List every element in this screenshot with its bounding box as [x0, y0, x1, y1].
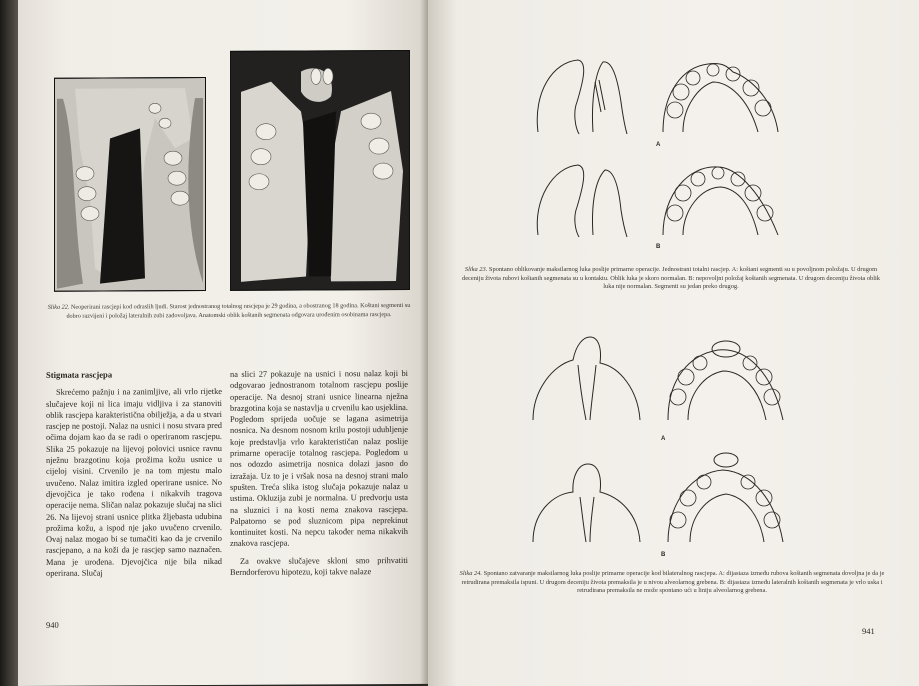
col2-paragraph-1: na slici 27 pokazuje na usnici i nosu nalaz koji bi odgovarao jednostranom totalnom rascjepu poslije operacije. Na desnoj strani usnice linearna nježna brazgotina koja se nastavlja u crvenilu kao usjeklina. Pogledom sprijeda uočuje se lagana asimetrija nosnica. Na desnom nosnom krilu postoji udubljenje koje predstavlja vrlo karakterističan nalaz poslije primarne operacije totalnog rascjepa. Pogledom u nos odozdo asimetrija nosnica dolazi jasno do izražaja. Uz to je i vršak nosa na desnoj strani malo spušten. Treća slika istog slučaja pokazuje nalaz u ustima. Okluzija zubi je normalna. U predvorju usta na sluznici i na kosti nema znakova rascjepa. Palpatorno se pod sluznicom pipa neprekinut kontinuitet kosti. Na nepcu također nema nikakvih znakova rascjepa. — [230, 368, 408, 549]
right-page — [428, 0, 919, 686]
figure-23-label: Slika 23. — [464, 266, 488, 273]
figure-24b-drawing — [528, 452, 788, 547]
figure-24b-label: B — [661, 552, 666, 558]
figure-23a-drawing — [533, 52, 783, 142]
figure-23b-drawing — [533, 155, 783, 245]
figure-23b-label: B — [656, 244, 661, 250]
page-number-left: 940 — [46, 619, 59, 630]
figure-23-caption — [456, 266, 886, 292]
col2-paragraph-2: Za ovakve slučajeve skloni smo prihvatiti Berndorferovu hipotezu, koji takve nalaze — [230, 555, 408, 577]
figure-22-label: Slika 22. — [47, 303, 70, 311]
section-heading: Stigmata rascjepa — [46, 369, 113, 380]
photo-figure-22a — [54, 77, 206, 292]
left-page — [18, 0, 428, 686]
figure-24a-drawing — [528, 335, 788, 430]
left-column-1 — [46, 369, 222, 579]
figure-22-text: Neoperirani rascjepi kod odraslih ljudi. Starost jednostranog totalnog rascjepa je 29 godina, a obostranog 18 godina. Koštani segmenti su dobro razvijeni i položaj lateralnih zubi zadovoljava. Anatomski oblik koštanih segmenata odgovara urođenim osobinama rascjepa. — [66, 301, 411, 320]
figure-23a-label: A — [656, 142, 661, 148]
figure-22-caption — [44, 302, 414, 321]
page-number-right: 941 — [862, 626, 875, 636]
figure-23-text: Spontano oblikovanje maksilarnog luka poslije primarne operacije. Jednostrani totalni rascjep. A: koštani segmenti su u povoljnom položaju. U drugom deceniju života rubovi koštanih segmenata su u kontaktu. Oblik luka je skoro normalan. B: nepovoljni položaj koštanih segmenata. U drugom deceniju života oblik luka nije normalan. Segmenti su jedan preko drugog. — [462, 266, 880, 291]
figure-24-caption — [458, 570, 886, 596]
figure-24-text: Spontano zatvaranje maksilarnog luka poslije primarne operacije kod bilateralnog rascjepa. A: dijastaza između rubova koštanih segmenata dovoljna je da je retrudirana premaksila ispuni. U drugom deceniju života premaksila je u nivou alveolarnog grebena. B: dijastaza između lateralnih koštanih segmenata je vrlo uska i retrudirana premaksila ne može spontano ući u liniju alveolarnog grebena. — [461, 570, 885, 595]
col1-paragraph: Skrećemo pažnju i na zanimljive, ali vrlo rijetke slučajeve koji ni lica imaju vidljiva i za stanoviti oblik rascjepa karakteristična obilježja, a da u stvari rascjep ne postoji. Nalaz na usnici i nosu stvara pred očima dojam kao da se radi o operiranom rascjepu. Slika 25 pokazuje na lijevoj polovici usnice ravnu nježnu brazgotinu koja prožima kožu usnice u cijeloj visini. Crvenilo je na tom mjestu malo uvučeno. Nalaz imitira izgled operirane usnice. No djevojčica je tako rođena i nikakvih tragova operacije nema. Sličan nalaz pokazuje slučaj na slici 26. Na lijevoj strani usnice plitka žljebasta udubina prožima kožu, a ispod nje jako uvučeno crvenilo. Ovaj nalaz mogao bi se tumačiti kao da je crvenilo rascjepano, a na koži da je rascjep samo naznačen. Mana je urođena. Djevojčica nije bila nikad operirana. Slučaj — [46, 387, 222, 578]
photo-figure-22b — [230, 50, 410, 291]
figure-24-label: Slika 24. — [459, 570, 483, 577]
left-column-2 — [230, 368, 408, 578]
figure-24a-label: A — [661, 436, 666, 442]
